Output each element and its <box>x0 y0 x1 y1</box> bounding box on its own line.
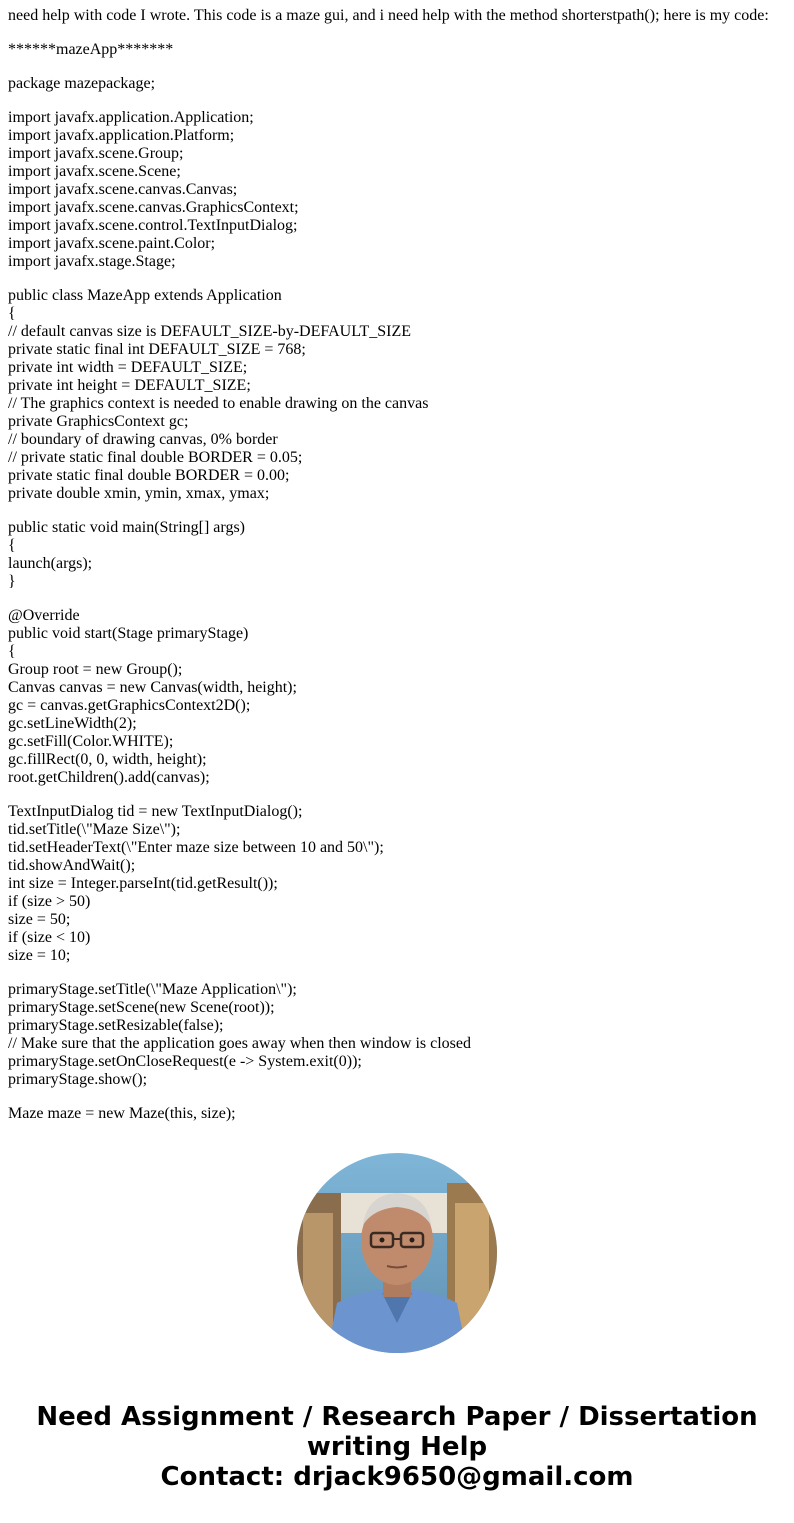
stage-block <box>8 981 788 1089</box>
code-line: private static final double BORDER = 0.00; <box>8 467 290 484</box>
class-block <box>8 287 788 503</box>
code-line: public static void main(String[] args) <box>8 519 245 536</box>
code-line: import javafx.scene.canvas.Canvas; <box>8 181 238 198</box>
code-line: launch(args); <box>8 555 93 572</box>
code-line: size = 50; <box>8 911 71 928</box>
code-line: import javafx.scene.control.TextInputDialog; <box>8 217 298 234</box>
author-photo <box>297 1153 497 1353</box>
imports-block <box>8 109 788 271</box>
code-line: import javafx.scene.paint.Color; <box>8 235 216 252</box>
code-line: primaryStage.show(); <box>8 1071 148 1088</box>
promo-contact: Contact: drjack9650@gmail.com <box>160 1462 634 1492</box>
code-line: // private static final double BORDER = 0.05; <box>8 449 303 466</box>
code-line: primaryStage.setOnCloseRequest(e -> System.exit(0)); <box>8 1053 362 1070</box>
code-line: { <box>8 537 16 554</box>
code-line: Maze maze = new Maze(this, size); <box>8 1105 236 1122</box>
promo-footer <box>0 1402 794 1492</box>
code-line: if (size < 10) <box>8 929 91 946</box>
package-line: package mazepackage; <box>8 75 156 92</box>
dialog-block <box>8 803 788 965</box>
code-line: size = 10; <box>8 947 71 964</box>
code-line: { <box>8 305 16 322</box>
code-line: // boundary of drawing canvas, 0% border <box>8 431 278 448</box>
start-method-block <box>8 607 788 787</box>
code-line: import javafx.scene.canvas.GraphicsContext; <box>8 199 299 216</box>
code-line: tid.setHeaderText(\"Enter maze size between 10 and 50\"); <box>8 839 384 856</box>
code-line: @Override <box>8 607 80 624</box>
post-content <box>8 0 788 1123</box>
code-line: // Make sure that the application goes away when then window is closed <box>8 1035 471 1052</box>
code-line: root.getChildren().add(canvas); <box>8 769 210 786</box>
code-line: primaryStage.setScene(new Scene(root)); <box>8 999 275 1016</box>
code-line: int size = Integer.parseInt(tid.getResult()); <box>8 875 278 892</box>
code-line: import javafx.scene.Group; <box>8 145 184 162</box>
promo-line-1: Need Assignment / Research Paper / Dissertation <box>36 1402 758 1432</box>
code-line: private double xmin, ymin, xmax, ymax; <box>8 485 270 502</box>
maze-block <box>8 1105 788 1123</box>
main-method-block <box>8 519 788 591</box>
author-photo-image <box>297 1153 497 1353</box>
code-line: import javafx.stage.Stage; <box>8 253 176 270</box>
code-line: TextInputDialog tid = new TextInputDialog(); <box>8 803 303 820</box>
code-line: { <box>8 643 16 660</box>
code-line: gc.setFill(Color.WHITE); <box>8 733 174 750</box>
code-line: Canvas canvas = new Canvas(width, height); <box>8 679 297 696</box>
code-line: public class MazeApp extends Application <box>8 287 282 304</box>
code-line: gc.setLineWidth(2); <box>8 715 137 732</box>
code-line: private static final int DEFAULT_SIZE = 768; <box>8 341 306 358</box>
code-line: private GraphicsContext gc; <box>8 413 189 430</box>
code-line: public void start(Stage primaryStage) <box>8 625 249 642</box>
question-text: need help with code I wrote. This code is a maze gui, and i need help with the method shorterstpath(); here is my code: <box>8 7 769 24</box>
code-line: tid.setTitle(\"Maze Size\"); <box>8 821 181 838</box>
code-line: tid.showAndWait(); <box>8 857 136 874</box>
code-line: if (size > 50) <box>8 893 91 910</box>
code-line: // default canvas size is DEFAULT_SIZE-by-DEFAULT_SIZE <box>8 323 412 340</box>
code-line: private int width = DEFAULT_SIZE; <box>8 359 248 376</box>
code-line: gc = canvas.getGraphicsContext2D(); <box>8 697 251 714</box>
code-line: import javafx.scene.Scene; <box>8 163 181 180</box>
code-line: gc.fillRect(0, 0, width, height); <box>8 751 207 768</box>
code-line: Group root = new Group(); <box>8 661 183 678</box>
promo-line-2: writing Help <box>306 1432 488 1462</box>
code-line: import javafx.application.Platform; <box>8 127 235 144</box>
code-line: primaryStage.setResizable(false); <box>8 1017 224 1034</box>
code-line: } <box>8 573 16 590</box>
code-line: // The graphics context is needed to enable drawing on the canvas <box>8 395 429 412</box>
file-heading: ******mazeApp******* <box>8 41 174 58</box>
code-line: import javafx.application.Application; <box>8 109 254 126</box>
code-line: primaryStage.setTitle(\"Maze Application\"); <box>8 981 297 998</box>
code-line: private int height = DEFAULT_SIZE; <box>8 377 251 394</box>
